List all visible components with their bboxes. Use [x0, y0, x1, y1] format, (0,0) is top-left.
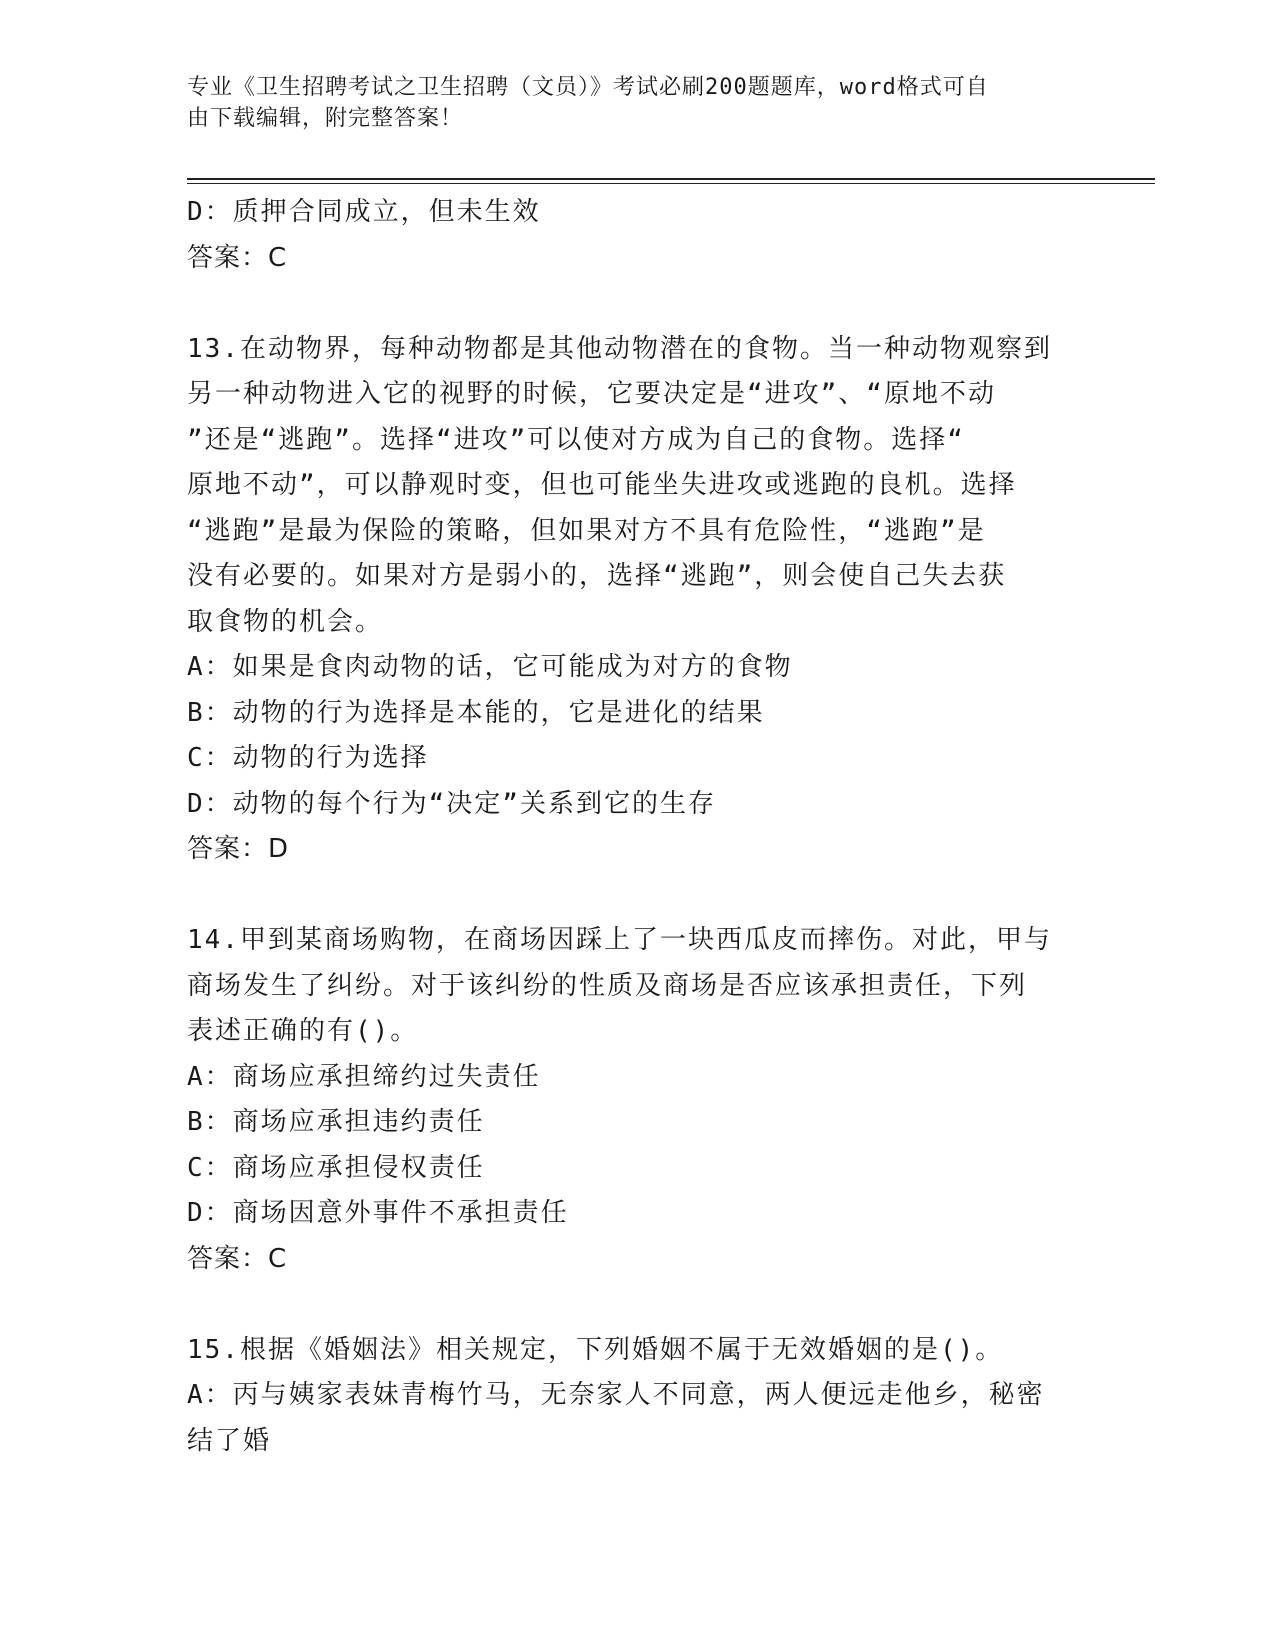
q14-option-c: C：商场应承担侵权责任 — [187, 1152, 485, 1183]
q14-option-b: B：商场应承担违约责任 — [187, 1107, 485, 1137]
q12-answer: 答案：C — [187, 242, 288, 273]
q13-stem-line: 另一种动物进入它的视野的时候，它要决定是“进攻”、“原地不动 — [187, 379, 996, 409]
document-header — [187, 72, 1067, 134]
q13-stem-line: 没有必要的。如果对方是弱小的，选择“逃跑”，则会使自己失去获 — [187, 561, 1007, 591]
q15-stem-line: 15.根据《婚姻法》相关规定，下列婚姻不属于无效婚姻的是()。 — [187, 1334, 1004, 1365]
spacer — [187, 1282, 1087, 1328]
q14-stem-line: 商场发生了纠纷。对于该纠纷的性质及商场是否应该承担责任，下列 — [187, 970, 1028, 1001]
header-rule-thick — [187, 178, 1155, 180]
q13-option-a: A：如果是食肉动物的话，它可能成为对方的食物 — [187, 652, 793, 682]
question-13 — [187, 327, 1087, 873]
q15-option-a-cont: 结了婚 — [187, 1425, 272, 1456]
document-body — [187, 190, 1087, 1464]
q13-stem-line: 取食物的机会。 — [187, 606, 384, 637]
spacer — [187, 873, 1087, 919]
q13-stem-line: 13.在动物界，每种动物都是其他动物潜在的食物。当一种动物观察到 — [187, 333, 1052, 364]
question-14 — [187, 918, 1087, 1282]
q14-stem-line: 表述正确的有()。 — [187, 1016, 419, 1046]
q13-answer: 答案：D — [187, 834, 290, 864]
spacer — [187, 281, 1087, 327]
q14-option-d: D：商场因意外事件不承担责任 — [187, 1198, 569, 1228]
q13-stem-line: 原地不动”，可以静观时变，但也可能坐失进攻或逃跑的良机。选择 — [187, 470, 1017, 500]
q14-option-a: A：商场应承担缔约过失责任 — [187, 1061, 541, 1092]
q13-option-b: B：动物的行为选择是本能的，它是进化的结果 — [187, 697, 765, 728]
header-line-1: 专业《卫生招聘考试之卫生招聘（文员）》考试必刷200题题库，word格式可自 — [187, 75, 989, 100]
q14-stem-line: 14.甲到某商场购物，在商场因踩上了一块西瓜皮而摔伤。对此，甲与 — [187, 925, 1052, 955]
question-15 — [187, 1328, 1087, 1465]
q15-option-a: A：丙与姨家表妹青梅竹马，无奈家人不同意，两人便远走他乡，秘密 — [187, 1380, 1045, 1410]
q13-stem-line: “逃跑”是最为保险的策略，但如果对方不具有危险性，“逃跑”是 — [187, 515, 986, 546]
header-rule-thin — [187, 183, 1155, 184]
q14-answer: 答案：C — [187, 1243, 288, 1274]
q13-stem-line: ”还是“逃跑”。选择“进攻”可以使对方成为自己的食物。选择“ — [187, 424, 965, 455]
q13-option-d: D：动物的每个行为“决定”关系到它的生存 — [187, 788, 716, 819]
q12-option-d: D：质押合同成立，但未生效 — [187, 197, 541, 227]
header-line-2: 由下载编辑，附完整答案！ — [187, 106, 464, 131]
question-12-tail — [187, 190, 1087, 281]
q13-option-c: C：动物的行为选择 — [187, 743, 429, 773]
